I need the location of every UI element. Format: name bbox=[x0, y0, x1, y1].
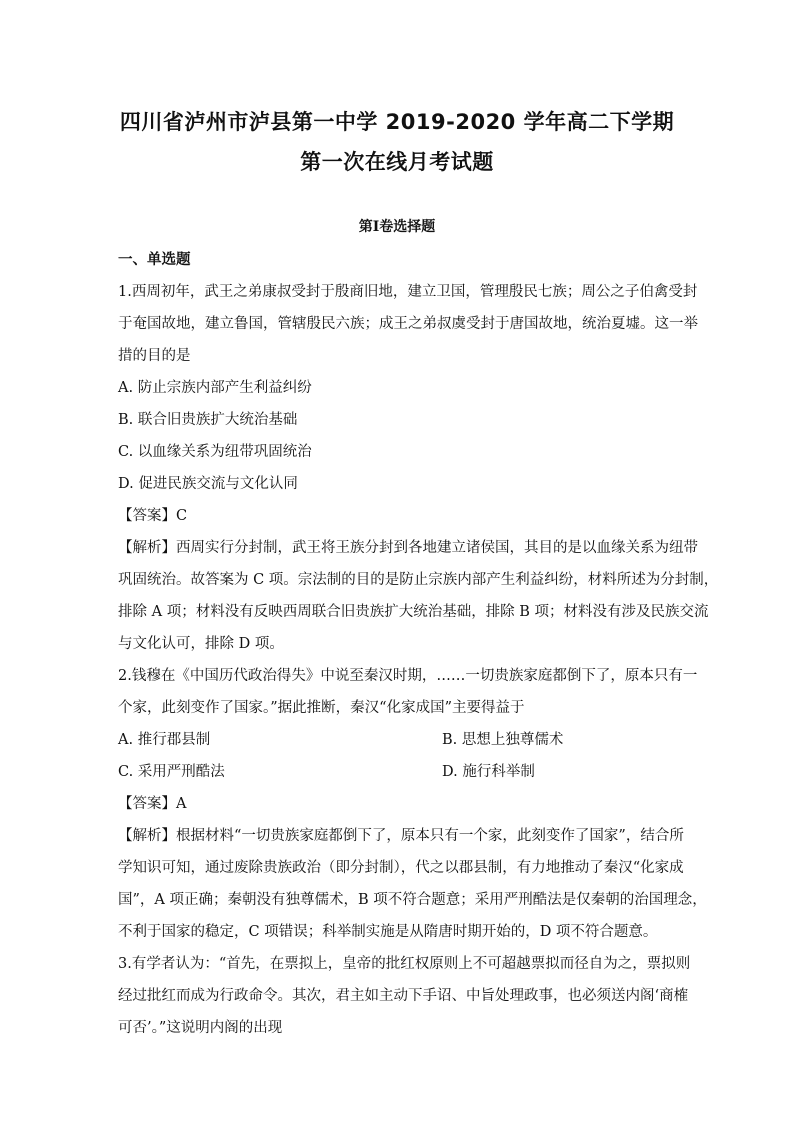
question-2 bbox=[118, 660, 707, 948]
options-row bbox=[118, 724, 682, 756]
option-c: C. 采用严刑酷法 bbox=[118, 764, 225, 780]
question-1 bbox=[118, 276, 719, 660]
analysis-line: 与文化认可，排除 D 项。 bbox=[118, 636, 284, 652]
option-a: A. 防止宗族内部产生利益纠纷 bbox=[118, 380, 312, 396]
option-c: C. 以血缘关系为纽带巩固统治 bbox=[118, 444, 312, 460]
answer-line: 【答案】C bbox=[118, 508, 188, 524]
option-d: D. 施行科举制 bbox=[442, 764, 535, 780]
analysis-line: 不利于国家的稳定，C 项错误；科举制实施是从隋唐时期开始的，D 项不符合题意。 bbox=[118, 924, 658, 940]
analysis-line: 巩固统治。故答案为 C 项。宗法制的目的是防止宗族内部产生利益纠纷，材料所述为分封制， bbox=[118, 572, 719, 588]
question-3 bbox=[118, 948, 691, 1044]
analysis-line: 学知识可知，通过废除贵族政治（即分封制），代之以郡县制，有力地推动了秦汉“化家成 bbox=[118, 860, 684, 876]
question-stem-line: 1.西周初年，武王之弟康叔受封于殷商旧地，建立卫国，管理殷民七族；周公之子伯禽受封 bbox=[118, 284, 698, 300]
option-a: A. 推行郡县制 bbox=[118, 732, 211, 748]
question-stem-line: 可否’。”这说明内阁的出现 bbox=[118, 1020, 283, 1036]
question-stem-line: 措的目的是 bbox=[118, 348, 191, 364]
question-stem-line: 于奄国故地，建立鲁国，管辖殷民六族；成王之弟叔虞受封于唐国故地，统治夏墟。这一举 bbox=[118, 316, 698, 332]
document-body bbox=[118, 244, 719, 1044]
question-stem-line: 经过批红而成为行政命令。其次，君主如主动下手诏、中旨处理政事，也必须送内阁‘商榷 bbox=[118, 988, 689, 1004]
question-stem-line: 3.有学者认为：“首先，在票拟上，皇帝的批红权原则上不可超越票拟而径自为之，票拟则 bbox=[118, 956, 691, 972]
question-stem-line: 2.钱穆在《中国历代政治得失》中说至秦汉时期，……一切贵族家庭都倒下了，原本只有一 bbox=[118, 668, 698, 684]
part-heading: 一、单选题 bbox=[118, 251, 191, 268]
options-row bbox=[118, 756, 682, 788]
analysis-line: 【解析】西周实行分封制，武王将王族分封到各地建立诸侯国，其目的是以血缘关系为纽带 bbox=[118, 540, 698, 556]
section-heading: 第Ⅰ卷选择题 bbox=[358, 219, 436, 235]
question-stem-line: 个家，此刻变作了国家。”据此推断，秦汉“化家成国”主要得益于 bbox=[118, 700, 525, 716]
document-title-line-2: 第一次在线月考试题 bbox=[300, 150, 494, 174]
analysis-line: 国”，A 项正确；秦朝没有独尊儒术，B 项不符合题意；采用严刑酷法是仅秦朝的治国理念， bbox=[118, 892, 707, 908]
option-b: B. 思想上独尊儒术 bbox=[442, 732, 564, 748]
analysis-line: 排除 A 项；材料没有反映西周联合旧贵族扩大统治基础，排除 B 项；材料没有涉及民族交流 bbox=[118, 604, 709, 620]
option-b: B. 联合旧贵族扩大统治基础 bbox=[118, 412, 298, 428]
document-title-line-1: 四川省泸州市泸县第一中学 2019-2020 学年高二下学期 bbox=[119, 110, 675, 134]
option-d: D. 促进民族交流与文化认同 bbox=[118, 476, 298, 492]
answer-line: 【答案】A bbox=[118, 796, 187, 812]
analysis-line: 【解析】根据材料“一切贵族家庭都倒下了，原本只有一个家，此刻变作了国家”，结合所 bbox=[118, 828, 684, 844]
